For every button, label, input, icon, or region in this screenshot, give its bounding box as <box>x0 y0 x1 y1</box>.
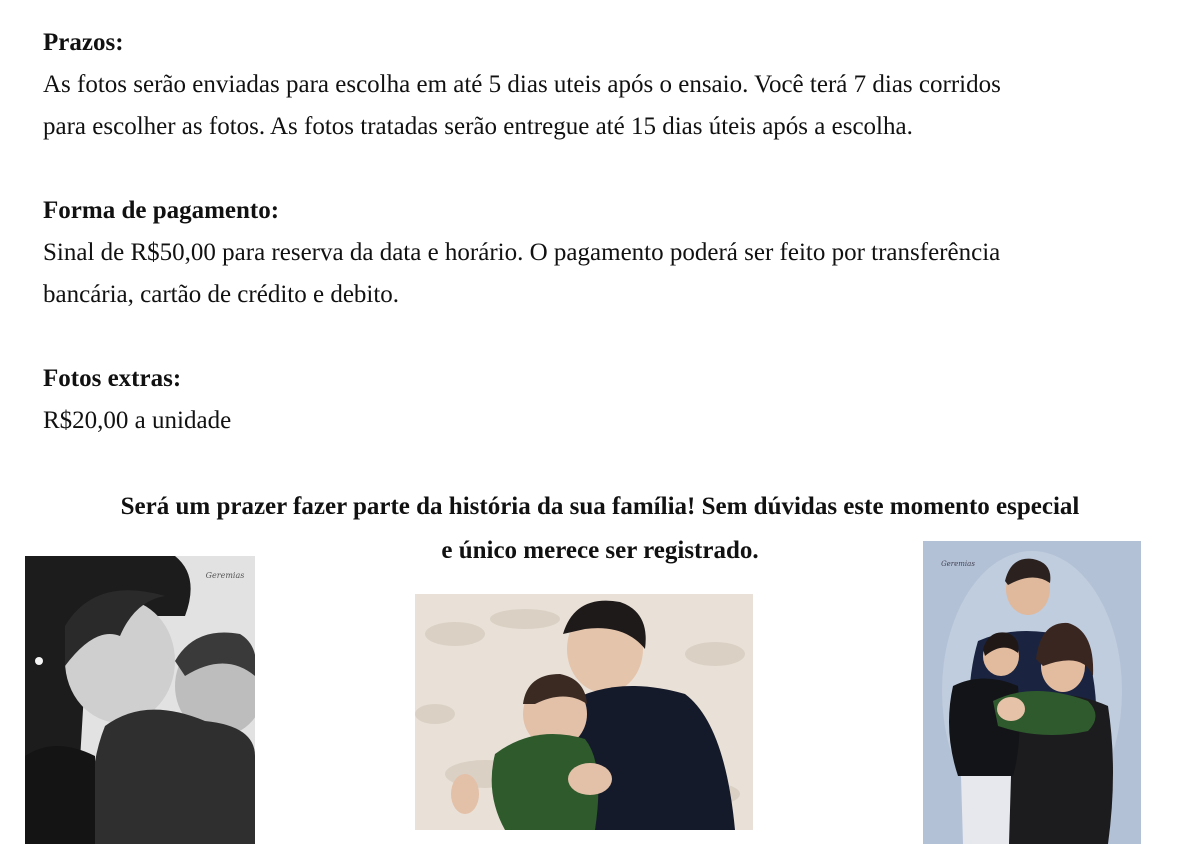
section-forma-de-pagamento <box>43 190 1163 316</box>
paragraph-line: bancária, cartão de crédito e debito. <box>43 281 400 308</box>
section-prazos <box>43 22 1163 148</box>
section-heading: Forma de pagamento: <box>43 197 280 224</box>
paragraph-line: As fotos serão enviadas para escolha em até 5 dias uteis após o ensaio. Você terá 7 dias corridos <box>43 71 1001 98</box>
section-heading: Prazos: <box>43 29 124 56</box>
photo-mother-newborn <box>25 556 255 844</box>
photo-mother-newborn-image <box>25 556 255 844</box>
photo-family <box>923 541 1141 844</box>
photo-family-image <box>923 541 1141 844</box>
paragraph-line: Sinal de R$50,00 para reserva da data e horário. O pagamento poderá ser feito por transferência <box>43 239 1001 266</box>
section-fotos-extras <box>43 358 1163 442</box>
watermark: Geremias <box>205 571 245 580</box>
closing-line-1: Será um prazer fazer parte da história da sua família! Sem dúvidas este momento especial <box>120 493 1080 520</box>
photo-siblings-image <box>415 594 753 830</box>
watermark: Geremias <box>941 560 975 568</box>
paragraph-line: para escolher as fotos. As fotos tratadas serão entregue até 15 dias úteis após a escolha. <box>43 113 913 140</box>
closing-line-2: e único merece ser registrado. <box>441 537 759 564</box>
section-heading: Fotos extras: <box>43 365 182 392</box>
paragraph-line: R$20,00 a unidade <box>43 407 232 434</box>
photo-siblings <box>415 594 753 830</box>
